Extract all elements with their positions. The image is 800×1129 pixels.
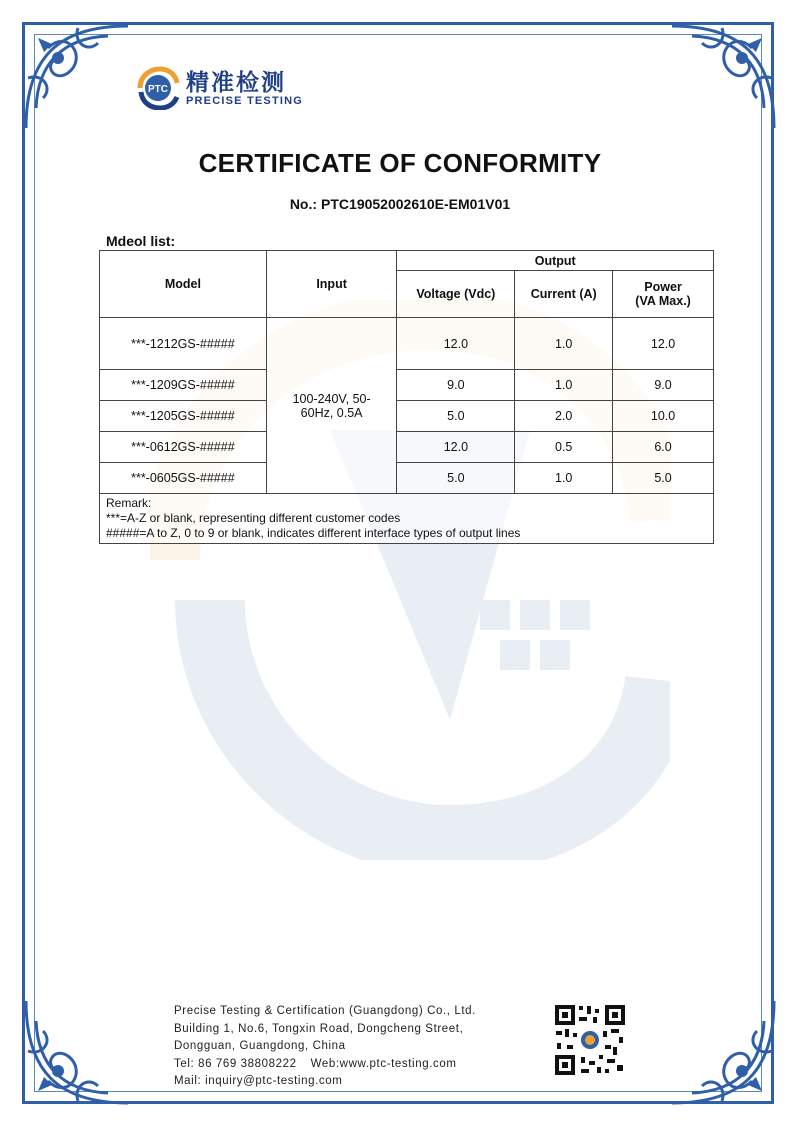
- input-value-line1: 100-240V, 50-: [292, 391, 371, 406]
- footer-web[interactable]: Web:www.ptc-testing.com: [310, 1057, 457, 1070]
- header-input: Input: [266, 251, 397, 318]
- footer-contact: [174, 1003, 476, 1091]
- certificate-number-label: No.:: [289, 196, 318, 212]
- logo-mark-text: PTC: [148, 84, 168, 95]
- cell-power: 12.0: [613, 318, 714, 370]
- header-voltage: Voltage (Vdc): [397, 271, 515, 318]
- model-list-title: Mdeol list:: [106, 233, 176, 249]
- company-logo: [136, 66, 303, 110]
- header-output: Output: [397, 251, 714, 271]
- cell-model: ***-0612GS-#####: [100, 432, 267, 463]
- logo-chinese-name: 精准检测: [186, 69, 286, 95]
- cell-voltage: 12.0: [397, 432, 515, 463]
- remark-cell: [100, 494, 714, 544]
- certificate-number: [0, 196, 800, 212]
- remark-row: [100, 494, 714, 544]
- cell-voltage: 5.0: [397, 401, 515, 432]
- table-row: [100, 401, 714, 432]
- ptc-logo-icon: [136, 66, 180, 110]
- cell-current: 1.0: [515, 318, 613, 370]
- table-row: [100, 370, 714, 401]
- remark-line: ***=A-Z or blank, representing different customer codes: [106, 511, 401, 525]
- header-power-line2: (VA Max.): [635, 294, 691, 308]
- logo-english-name: PRECISE TESTING: [186, 95, 304, 107]
- footer-tel-web: [174, 1056, 476, 1074]
- header-power: [613, 271, 714, 318]
- cell-voltage: 9.0: [397, 370, 515, 401]
- cell-input: [266, 318, 397, 494]
- cell-model: ***-1205GS-#####: [100, 401, 267, 432]
- table-row: [100, 318, 714, 370]
- remark-label: Remark:: [106, 496, 152, 510]
- footer-mail[interactable]: Mail: inquiry@ptc-testing.com: [174, 1075, 343, 1087]
- header-model: Model: [100, 251, 267, 318]
- ornament-corner-icon: [18, 18, 138, 138]
- table-row: [100, 463, 714, 494]
- input-value-line2: 60Hz, 0.5A: [300, 405, 363, 420]
- page-title: CERTIFICATE OF CONFORMITY: [198, 148, 602, 178]
- cell-current: 1.0: [515, 370, 613, 401]
- certificate-number-value: PTC19052002610E-EM01V01: [321, 196, 511, 212]
- cell-model: ***-1209GS-#####: [100, 370, 267, 401]
- cell-current: 0.5: [515, 432, 613, 463]
- cell-model: ***-1212GS-#####: [100, 318, 267, 370]
- qr-code-icon: [553, 1003, 627, 1077]
- cell-model: ***-0605GS-#####: [100, 463, 267, 494]
- footer-address-line2: Dongguan, Guangdong, China: [174, 1040, 346, 1052]
- cell-current: 1.0: [515, 463, 613, 494]
- cell-power: 9.0: [613, 370, 714, 401]
- remark-line: #####=A to Z, 0 to 9 or blank, indicates different interface types of output lines: [106, 526, 521, 540]
- cell-voltage: 12.0: [397, 318, 515, 370]
- cell-power: 10.0: [613, 401, 714, 432]
- footer-company: Precise Testing & Certification (Guangdong) Co., Ltd.: [174, 1005, 476, 1017]
- cell-power: 6.0: [613, 432, 714, 463]
- header-current: Current (A): [515, 271, 613, 318]
- model-table: [99, 250, 714, 544]
- ornament-corner-icon: [662, 991, 782, 1111]
- header-power-line1: Power: [644, 280, 682, 294]
- footer-address-line1: Building 1, No.6, Tongxin Road, Dongcheng Street,: [174, 1022, 464, 1035]
- table-row: [100, 432, 714, 463]
- cell-power: 5.0: [613, 463, 714, 494]
- cell-voltage: 5.0: [397, 463, 515, 494]
- footer-tel: Tel: 86 769 38808222: [174, 1057, 297, 1070]
- cell-current: 2.0: [515, 401, 613, 432]
- ornament-corner-icon: [662, 18, 782, 138]
- ornament-corner-icon: [18, 991, 138, 1111]
